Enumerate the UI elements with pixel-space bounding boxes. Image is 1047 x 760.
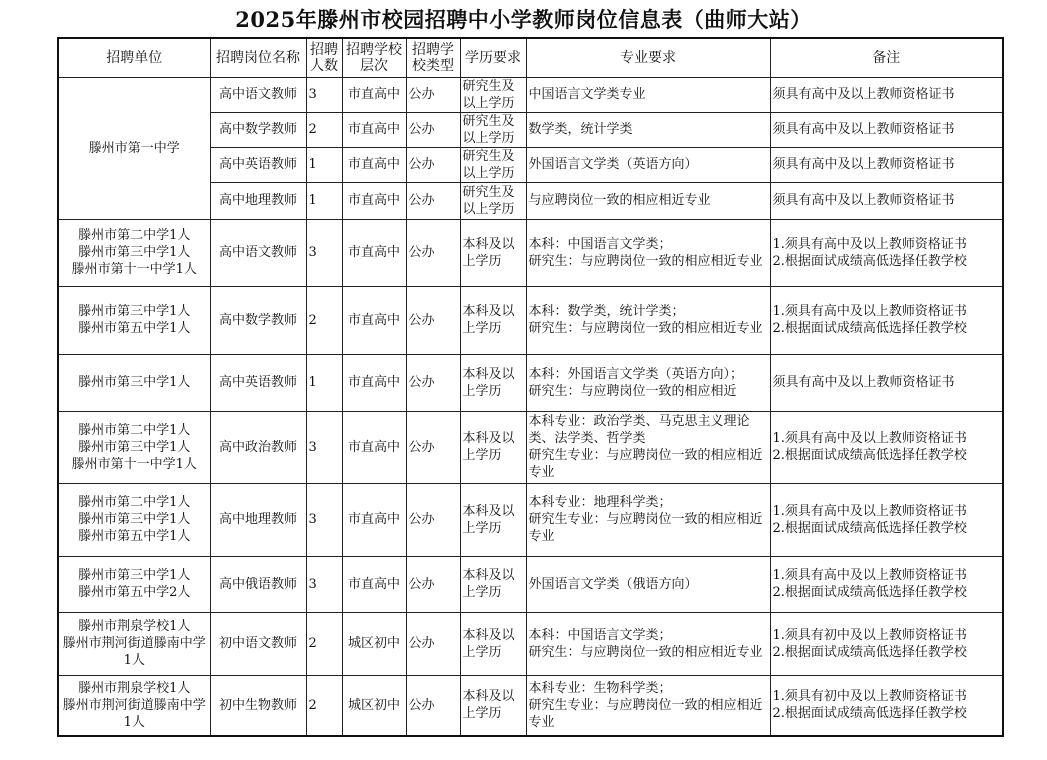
cell-position: 高中数学教师	[210, 112, 306, 147]
header-type: 招聘学校类型	[406, 38, 460, 77]
cell-education: 研究生及以上学历	[460, 182, 526, 219]
cell-position: 高中政治教师	[210, 411, 306, 483]
cell-level: 市直高中	[342, 483, 406, 556]
cell-remark: 须具有高中及以上教师资格证书	[770, 354, 1003, 411]
cell-education: 本科及以上学历	[460, 556, 526, 612]
cell-education: 本科及以上学历	[460, 612, 526, 675]
cell-count: 3	[306, 483, 342, 556]
header-level: 招聘学校层次	[342, 38, 406, 77]
cell-major: 本科：数学类，统计学类； 研究生：与应聘岗位一致的相应相近专业	[526, 286, 770, 354]
cell-remark: 1.须具有高中及以上教师资格证书 2.根据面试成绩高低选择任教学校	[770, 483, 1003, 556]
cell-type: 公办	[406, 612, 460, 675]
cell-type: 公办	[406, 354, 460, 411]
cell-position: 初中语文教师	[210, 612, 306, 675]
cell-remark: 1.须具有高中及以上教师资格证书 2.根据面试成绩高低选择任教学校	[770, 556, 1003, 612]
cell-count: 3	[306, 411, 342, 483]
cell-remark: 1.须具有高中及以上教师资格证书 2.根据面试成绩高低选择任教学校	[770, 286, 1003, 354]
table-row	[58, 286, 1003, 354]
cell-unit: 滕州市第二中学1人 滕州市第三中学1人 滕州市第五中学1人	[58, 483, 210, 556]
cell-unit: 滕州市第一中学	[58, 77, 210, 219]
cell-level: 市直高中	[342, 354, 406, 411]
cell-position: 高中语文教师	[210, 219, 306, 286]
table-row	[58, 675, 1003, 736]
cell-major: 中国语言文学类专业	[526, 77, 770, 112]
table-row	[58, 77, 1003, 112]
cell-level: 市直高中	[342, 182, 406, 219]
cell-type: 公办	[406, 219, 460, 286]
table-row	[58, 483, 1003, 556]
cell-position: 高中地理教师	[210, 182, 306, 219]
cell-position: 高中英语教师	[210, 147, 306, 182]
cell-major: 数学类，统计学类	[526, 112, 770, 147]
cell-count: 3	[306, 556, 342, 612]
cell-type: 公办	[406, 675, 460, 736]
cell-major: 本科：中国语言文学类； 研究生：与应聘岗位一致的相应相近专业	[526, 219, 770, 286]
cell-remark: 须具有高中及以上教师资格证书	[770, 112, 1003, 147]
cell-education: 本科及以上学历	[460, 354, 526, 411]
cell-education: 本科及以上学历	[460, 286, 526, 354]
cell-level: 市直高中	[342, 77, 406, 112]
header-remark: 备注	[770, 38, 1003, 77]
cell-unit: 滕州市第二中学1人 滕州市第三中学1人 滕州市第十一中学1人	[58, 219, 210, 286]
cell-major: 本科：中国语言文学类； 研究生：与应聘岗位一致的相应相近专业	[526, 612, 770, 675]
cell-education: 本科及以上学历	[460, 483, 526, 556]
cell-type: 公办	[406, 147, 460, 182]
cell-education: 本科及以上学历	[460, 411, 526, 483]
header-count: 招聘人数	[306, 38, 342, 77]
cell-major: 本科专业：政治学类、马克思主义理论类、法学类、哲学类 研究生专业：与应聘岗位一致的相应相近专业	[526, 411, 770, 483]
cell-count: 2	[306, 112, 342, 147]
header-row	[58, 38, 1003, 77]
cell-unit: 滕州市第三中学1人 滕州市第五中学1人	[58, 286, 210, 354]
cell-major: 与应聘岗位一致的相应相近专业	[526, 182, 770, 219]
cell-level: 市直高中	[342, 112, 406, 147]
cell-count: 2	[306, 286, 342, 354]
page-title: 2025年滕州市校园招聘中小学教师岗位信息表（曲师大站）	[235, 7, 812, 32]
cell-position: 高中地理教师	[210, 483, 306, 556]
cell-remark: 1.须具有初中及以上教师资格证书 2.根据面试成绩高低选择任教学校	[770, 675, 1003, 736]
cell-count: 1	[306, 147, 342, 182]
header-education: 学历要求	[460, 38, 526, 77]
cell-remark: 须具有高中及以上教师资格证书	[770, 77, 1003, 112]
cell-level: 市直高中	[342, 219, 406, 286]
recruitment-table	[57, 37, 1004, 737]
cell-count: 1	[306, 182, 342, 219]
table-row	[58, 556, 1003, 612]
cell-level: 城区初中	[342, 675, 406, 736]
header-position: 招聘岗位名称	[210, 38, 306, 77]
cell-remark: 1.须具有高中及以上教师资格证书 2.根据面试成绩高低选择任教学校	[770, 411, 1003, 483]
cell-education: 研究生及以上学历	[460, 112, 526, 147]
header-unit: 招聘单位	[58, 38, 210, 77]
cell-count: 3	[306, 77, 342, 112]
table-row	[58, 219, 1003, 286]
cell-unit: 滕州市第三中学1人 滕州市第五中学2人	[58, 556, 210, 612]
cell-level: 市直高中	[342, 556, 406, 612]
header-major: 专业要求	[526, 38, 770, 77]
cell-type: 公办	[406, 411, 460, 483]
cell-unit: 滕州市第二中学1人 滕州市第三中学1人 滕州市第十一中学1人	[58, 411, 210, 483]
cell-position: 高中数学教师	[210, 286, 306, 354]
cell-education: 研究生及以上学历	[460, 147, 526, 182]
cell-type: 公办	[406, 483, 460, 556]
cell-position: 高中语文教师	[210, 77, 306, 112]
cell-education: 本科及以上学历	[460, 219, 526, 286]
cell-remark: 1.须具有初中及以上教师资格证书 2.根据面试成绩高低选择任教学校	[770, 612, 1003, 675]
cell-type: 公办	[406, 556, 460, 612]
cell-level: 城区初中	[342, 612, 406, 675]
cell-major: 本科专业：生物科学类； 研究生专业：与应聘岗位一致的相应相近专业	[526, 675, 770, 736]
cell-remark: 须具有高中及以上教师资格证书	[770, 182, 1003, 219]
cell-count: 1	[306, 354, 342, 411]
cell-education: 本科及以上学历	[460, 675, 526, 736]
cell-remark: 1.须具有高中及以上教师资格证书 2.根据面试成绩高低选择任教学校	[770, 219, 1003, 286]
cell-level: 市直高中	[342, 147, 406, 182]
cell-type: 公办	[406, 112, 460, 147]
cell-education: 研究生及以上学历	[460, 77, 526, 112]
cell-count: 2	[306, 675, 342, 736]
cell-level: 市直高中	[342, 286, 406, 354]
table-row	[58, 411, 1003, 483]
table-row	[58, 612, 1003, 675]
cell-type: 公办	[406, 182, 460, 219]
cell-unit: 滕州市荆泉学校1人 滕州市荆河街道滕南中学1人	[58, 675, 210, 736]
cell-level: 市直高中	[342, 411, 406, 483]
cell-type: 公办	[406, 77, 460, 112]
cell-major: 本科专业：地理科学类； 研究生专业：与应聘岗位一致的相应相近专业	[526, 483, 770, 556]
cell-major: 外国语言文学类（俄语方向）	[526, 556, 770, 612]
cell-position: 高中英语教师	[210, 354, 306, 411]
cell-count: 3	[306, 219, 342, 286]
cell-count: 2	[306, 612, 342, 675]
cell-unit: 滕州市第三中学1人	[58, 354, 210, 411]
cell-type: 公办	[406, 286, 460, 354]
cell-major: 外国语言文学类（英语方向）	[526, 147, 770, 182]
cell-unit: 滕州市荆泉学校1人 滕州市荆河街道滕南中学1人	[58, 612, 210, 675]
cell-remark: 须具有高中及以上教师资格证书	[770, 147, 1003, 182]
table-row	[58, 354, 1003, 411]
cell-position: 高中俄语教师	[210, 556, 306, 612]
cell-major: 本科：外国语言文学类（英语方向）； 研究生：与应聘岗位一致的相应相近	[526, 354, 770, 411]
cell-position: 初中生物教师	[210, 675, 306, 736]
